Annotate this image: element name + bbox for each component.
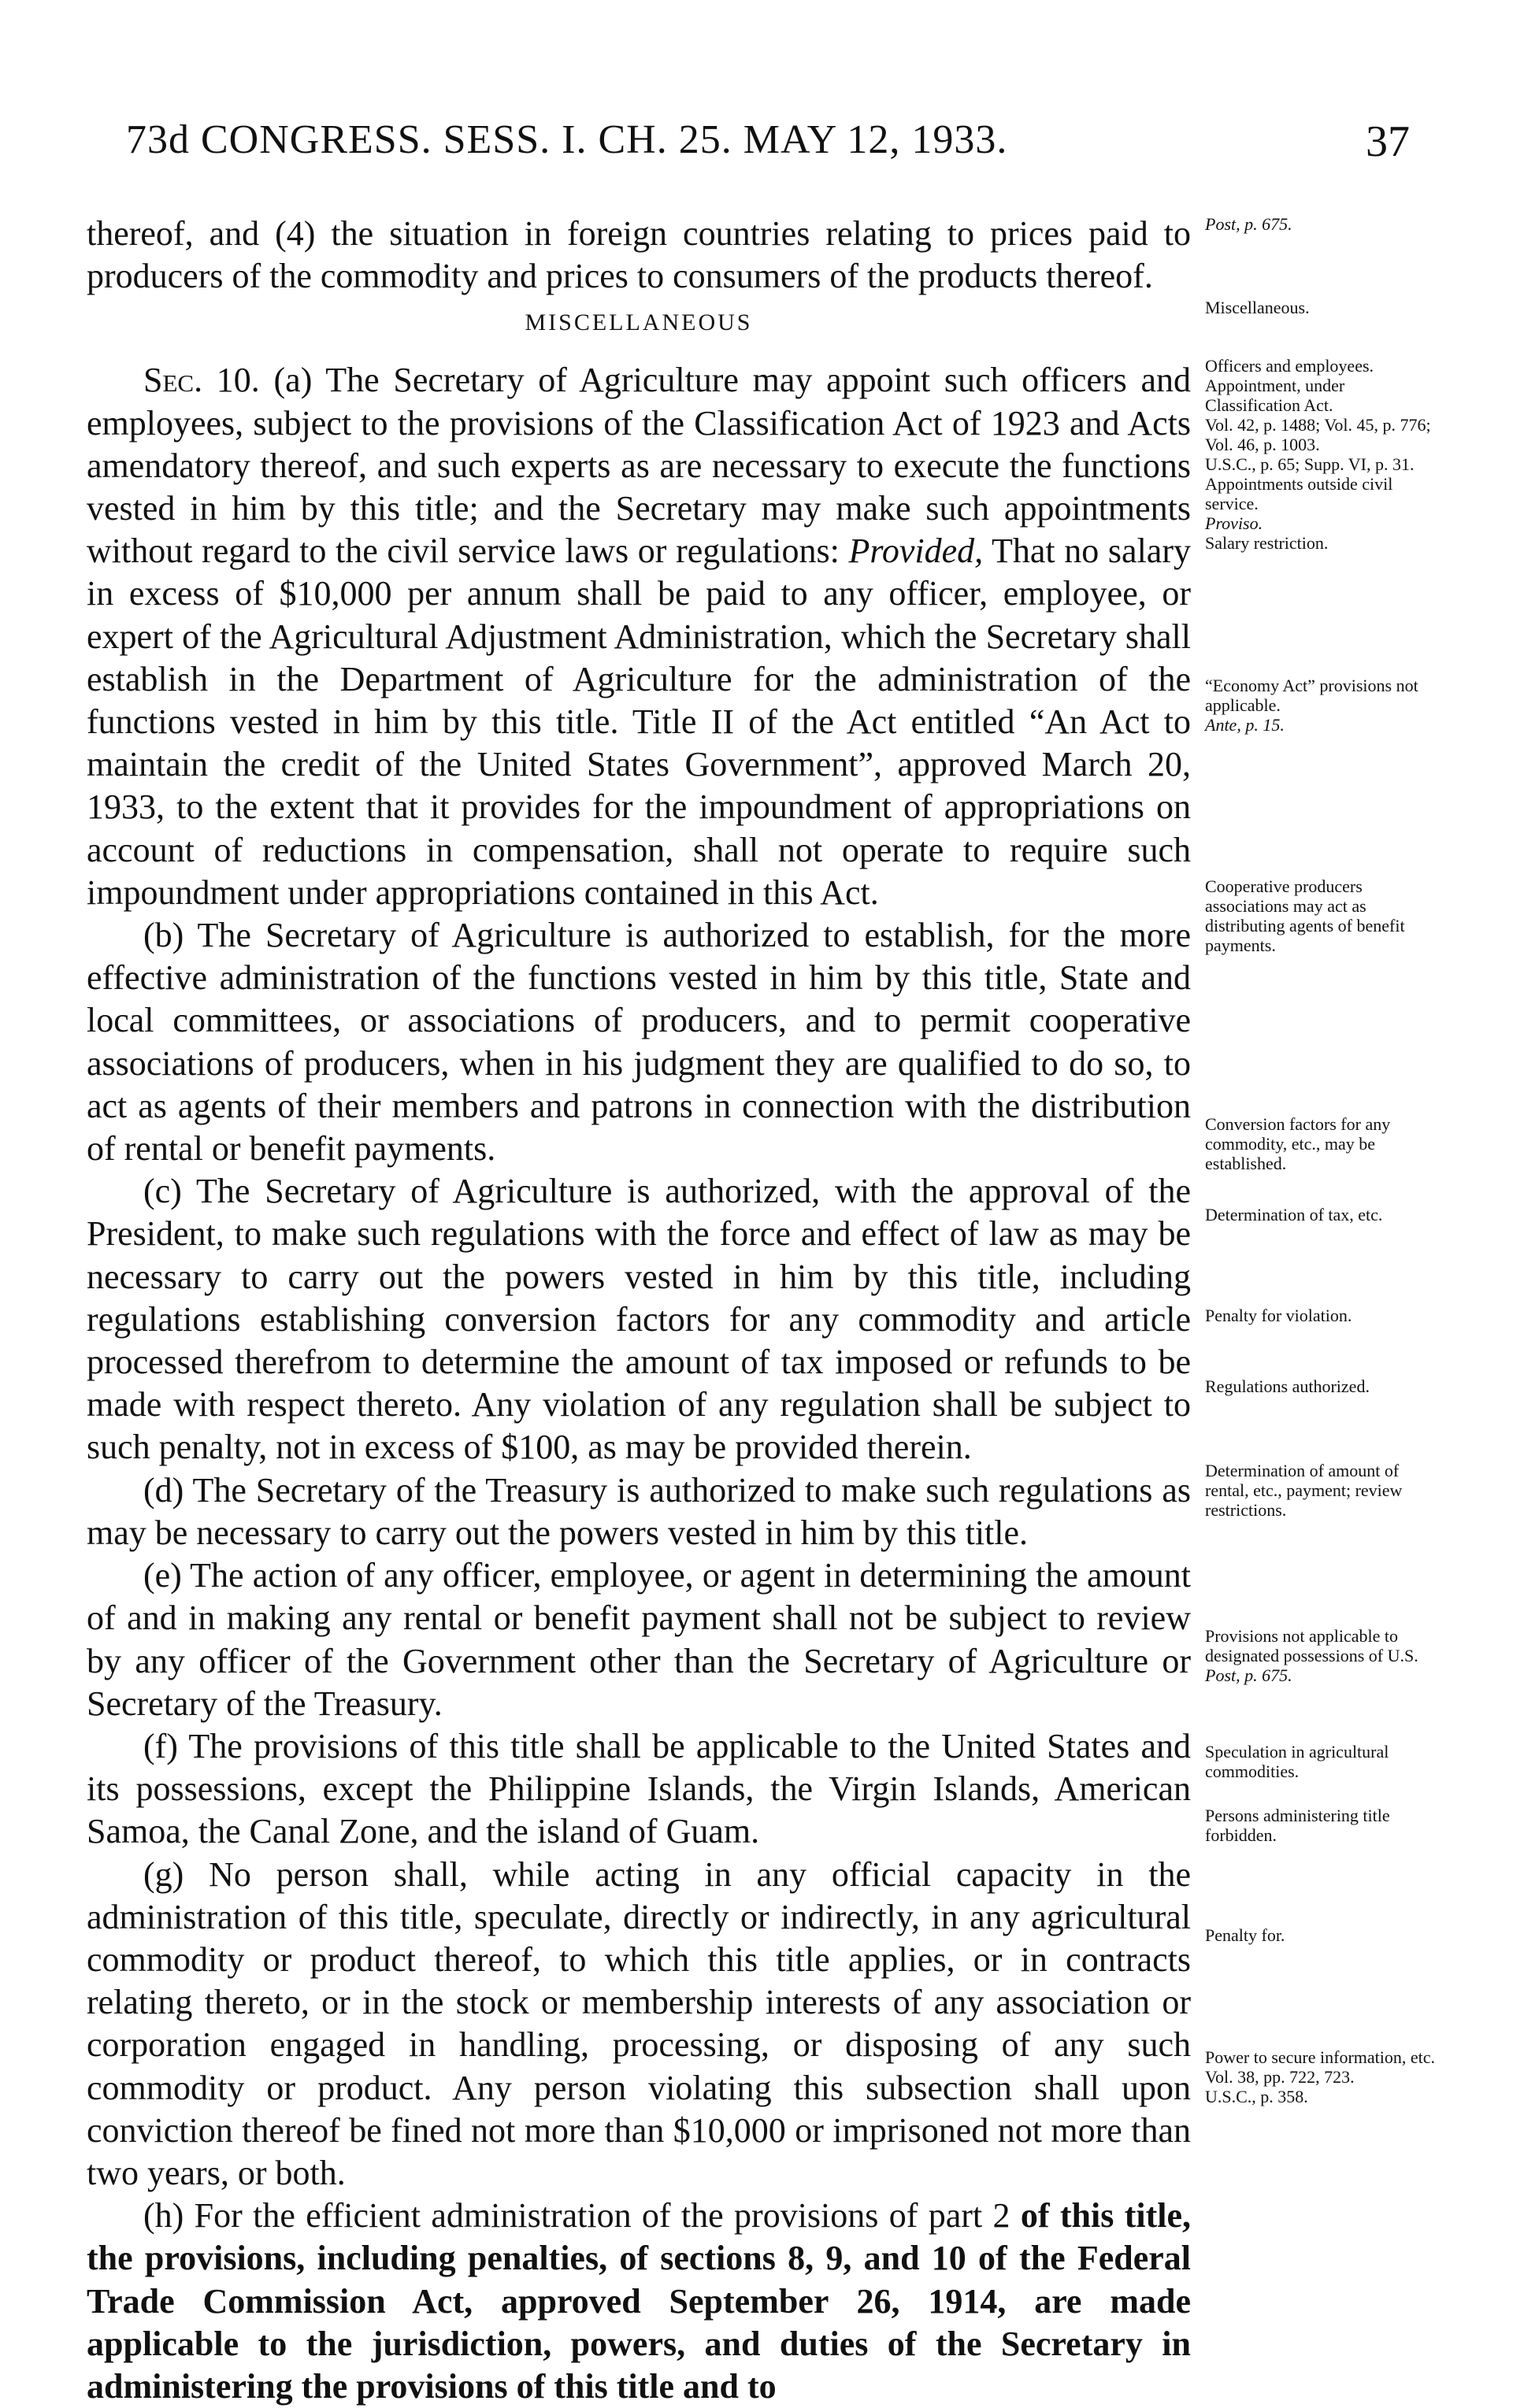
margin-note-usc-vi: U.S.C., p. 65; Supp. VI, p. 31. — [1205, 454, 1415, 474]
sec10-d: (d) The Secretary of the Treasury is authorized to make such regulations as may be necessary to carry out the powers vested in him by this title. — [87, 1470, 1191, 1552]
page-number: 37 — [1366, 117, 1410, 166]
margin-note-penalty-violation: Penalty for violation. — [1205, 1306, 1352, 1325]
margin-note-speculation: Speculation in agricultural commodities. — [1205, 1742, 1389, 1781]
margin-note-salary: Salary restriction. — [1205, 533, 1329, 553]
margin-note-group-officers — [1205, 356, 1441, 553]
sec10-g: (g) No person shall, while acting in any official capacity in the administration of this title, speculate, directly or indirectly, in any agricultural commodity or product thereof, to which this title applies, or in contracts relating thereto, or in the stock or membership interests of any association or corporation engaged in handling, processing, or disposing of any such commodity or product. Any person violating this subsection shall upon conviction thereof be fined not more than $10,000 or imprisoned not more than two years, or both. — [87, 1854, 1191, 2192]
margin-note-vol38: Vol. 38, pp. 722, 723. — [1205, 2067, 1355, 2087]
margin-note-provisions-possessions: Provisions not applicable to designated possessions of U.S. — [1205, 1626, 1418, 1665]
margin-note-appointment: Appointment, under Classification Act. — [1205, 376, 1345, 415]
margin-note-miscellaneous: Miscellaneous. — [1205, 298, 1310, 317]
margin-note-group-economy — [1205, 676, 1441, 735]
margin-note-conversion: Conversion factors for any commodity, etc., may be established. — [1205, 1114, 1391, 1173]
margin-note-post-675-b: Post, p. 675. — [1205, 1665, 1292, 1685]
margin-note-group-provisions — [1205, 1626, 1441, 1685]
margin-note-cooperative: Cooperative producers associations may act as distributing agents of benefit payments. — [1205, 876, 1405, 955]
margin-note-appointments-outside: Appointments outside civil service. — [1205, 474, 1393, 513]
margin-note-determination-tax: Determination of tax, etc. — [1205, 1205, 1383, 1224]
section-heading: MISCELLANEOUS — [525, 309, 753, 336]
margin-note-penalty-for: Penalty for. — [1205, 1925, 1285, 1945]
margin-note-determination-rental: Determination of amount of rental, etc., payment; review restrictions. — [1205, 1461, 1403, 1520]
statute-body — [87, 213, 1191, 2408]
margin-note-proviso: Proviso. — [1205, 513, 1263, 533]
margin-note-usc-358: U.S.C., p. 358. — [1205, 2087, 1308, 2106]
margin-note-economy-act: “Economy Act” provisions not applicable. — [1205, 676, 1418, 715]
margin-note-persons-forbidden: Persons administering title forbidden. — [1205, 1806, 1390, 1845]
margin-note-post-675: Post, p. 675. — [1205, 214, 1292, 234]
sec10-a — [87, 359, 1191, 914]
sec10-c: (c) The Secretary of Agriculture is authorized, with the approval of the President, to make such regulations with the force and effect of law as may be necessary to carry out the powers vested in him by this title, including regulations establishing conversion factors for any commodity and article processed therefrom to determine the amount of tax imposed or refunds to be made with respect thereto. Any violation of any regulation shall be subject to such penalty, not in excess of $100, as may be provided therein. — [87, 1172, 1191, 1467]
section-label: Sec. 10. — [143, 361, 260, 400]
margin-note-ante-15: Ante, p. 15. — [1205, 715, 1285, 735]
sec10-h-plain: (h) For the efficient administration of the provisions of part 2 — [143, 2196, 1010, 2236]
margin-note-regulations: Regulations authorized. — [1205, 1376, 1370, 1396]
sec10-h — [87, 2195, 1191, 2408]
margin-note-officers: Officers and employees. — [1205, 356, 1374, 376]
running-head: 73d CONGRESS. SESS. I. CH. 25. MAY 12, 1933. — [126, 117, 1008, 162]
intro-paragraph: thereof, and (4) the situation in foreign countries relating to prices paid to producers of the commodity and prices to consumers of the products thereof. — [87, 214, 1191, 296]
sec10-f: (f) The provisions of this title shall be applicable to the United States and its possessions, except the Philippine Islands, the Virgin Islands, American Samoa, the Canal Zone, and the island of Guam. — [87, 1726, 1191, 1851]
sec10-a-part2: That no salary in excess of $10,000 per annum shall be paid to any officer, employee, or expert of the Agricultural Adjustment Administration, which the Secretary shall establish in the Department of Agriculture for the administration of the functions vested in him by this title. Title II of the Act entitled “An Act to maintain the credit of the United States Government”, approved March 20, 1933, to the extent that it provides for the impoundment of appropriations on account of reductions in compensation, shall not operate to require such impoundment under appropriations contained in this Act. — [87, 532, 1191, 912]
margin-note-vol42: Vol. 42, p. 1488; Vol. 45, p. 776; Vol. 46, p. 1003. — [1205, 415, 1431, 454]
sec10-e: (e) The action of any officer, employee, or agent in determining the amount of and in making any rental or benefit payment shall not be subject to review by any officer of the Government other than the Secretary of Agriculture or Secretary of the Treasury. — [87, 1556, 1191, 1723]
margin-note-group-power — [1205, 2047, 1441, 2106]
sec10-h-bold: of this title, the provisions, including penalties, of sections 8, 9, and 10 of the Federal Trade Commission Act, approved September 26, 1914, are made applicable to the jurisdiction, powers, and duties of the Secretary in administering the provisions of this title and to — [87, 2196, 1192, 2406]
sec10-a-part1: (a) The Secretary of Agriculture may appoint such officers and employees, subject to the provisions of the Classification Act of 1923 and Acts amendatory thereof, and such experts as are necessary to execute the functions vested in him by this title; and the Secretary may make such appointments without regard to the civil service laws or regulations: — [87, 361, 1191, 571]
proviso-word: Provided, — [848, 532, 984, 571]
page-header — [118, 117, 1410, 172]
margin-note-power-information: Power to secure information, etc. — [1205, 2047, 1436, 2067]
sec10-b: (b) The Secretary of Agriculture is authorized to establish, for the more effective administration of the functions vested in him by this title, State and local committees, or associations of producers, and to permit cooperative associations of producers, when in his judgment they are qualified to do so, to act as agents of their members and patrons in connection with the distribution of rental or benefit payments. — [87, 916, 1191, 1169]
